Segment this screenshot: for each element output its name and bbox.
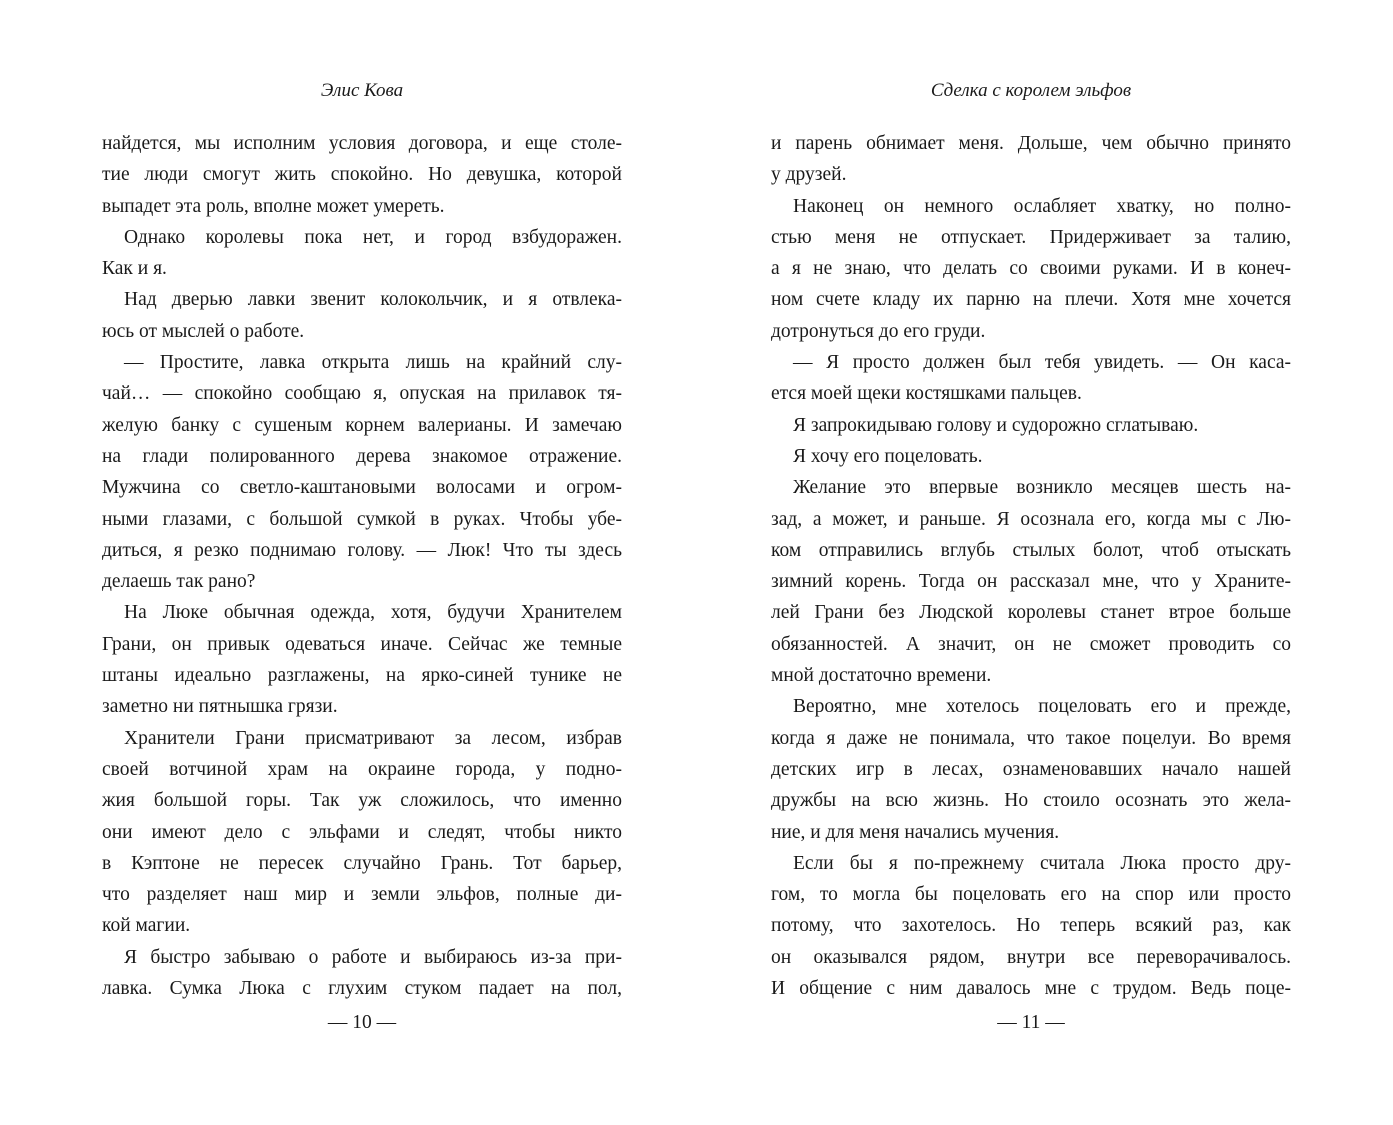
text-line: кой магии. (102, 915, 191, 937)
left-page-body-text (102, 128, 622, 1004)
text-line: Грани, он привык одеваться иначе. Сейчас же темные (102, 633, 622, 655)
text-line: тие люди смогут жить спокойно. Но девушка, которой (102, 164, 622, 186)
text-line: лавка. Сумка Люка с глухим стуком падает на пол, (102, 978, 622, 1000)
text-line: Мужчина со светло-каштановыми волосами и огром- (102, 477, 622, 499)
text-line: стью меня не отпускает. Придерживает за талию, (771, 226, 1291, 248)
text-line: ние, и для меня начались мучения. (771, 821, 1060, 843)
text-line: жия большой горы. Так уж сложилось, что именно (102, 790, 622, 812)
page-number-right: — 11 — (997, 1012, 1065, 1033)
text-line: Как и я. (102, 258, 167, 280)
text-line: лей Грани без Людской королевы станет втрое больше (771, 602, 1291, 624)
text-line: найдется, мы исполним условия договора, и еще столе- (102, 133, 622, 154)
text-line: ном счете кладу их парню на плечи. Хотя мне хочется (771, 289, 1291, 311)
text-line: детских игр в лесах, ознаменовавших начало нашей (771, 758, 1291, 780)
text-line: желую банку с сушеным корнем валерианы. И замечаю (102, 414, 622, 436)
text-line: обязанностей. А значит, он не сможет проводить со (771, 633, 1291, 655)
text-line: юсь от мыслей о работе. (102, 320, 305, 342)
text-line: И общение с ним давалось мне с трудом. Ведь поце- (771, 978, 1291, 1000)
left-page (102, 0, 622, 1125)
text-line: Над дверью лавки звенит колокольчик, и я отвлека- (124, 289, 622, 311)
text-line: Вероятно, мне хотелось поцеловать его и прежде, (793, 696, 1291, 718)
text-line: когда я даже не понимала, что такое поцелуи. Во время (771, 727, 1291, 749)
text-line: Я запрокидываю голову и судорожно сглатываю. (793, 414, 1199, 436)
text-line: дотронуться до его груди. (771, 320, 986, 342)
text-line: чай… — спокойно сообщаю я, опуская на прилавок тя- (102, 383, 622, 405)
text-line: зимний корень. Тогда он рассказал мне, что у Храните- (771, 571, 1291, 593)
text-line: диться, я резко поднимаю голову. — Люк! Что ты здесь (102, 539, 622, 561)
text-line: — Я просто должен был тебя увидеть. — Он каса- (793, 352, 1291, 374)
text-line: Если бы я по-прежнему считала Люка просто дру- (793, 852, 1291, 874)
right-page-body-text (771, 128, 1291, 1004)
text-line: ется моей щеки костяшками пальцев. (771, 383, 1082, 405)
text-line: гом, то могла бы поцеловать его на спор или просто (771, 884, 1291, 906)
text-line: своей вотчиной храм на окраине города, у подно- (102, 758, 622, 780)
text-line: они имеют дело с эльфами и следят, чтобы никто (102, 821, 622, 843)
right-page (771, 0, 1291, 1125)
text-line: он оказывался рядом, внутри все переворачивалось. (771, 946, 1291, 968)
text-line: ком отправились вглубь стылых болот, чтоб отыскать (771, 539, 1291, 561)
text-line: дружбы на всю жизнь. Но стоило осознать это жела- (771, 790, 1291, 812)
text-line: На Люке обычная одежда, хотя, будучи Хранителем (124, 602, 622, 624)
text-line: зад, а может, и раньше. Я осознала его, когда мы с Лю- (771, 508, 1291, 530)
text-line: — Простите, лавка открыта лишь на крайний слу- (124, 352, 622, 374)
text-line: Желание это впервые возникло месяцев шесть на- (793, 477, 1291, 499)
text-line: Я быстро забываю о работе и выбираюсь из-за при- (124, 946, 622, 968)
text-line: потому, что захотелось. Но теперь всякий раз, как (771, 915, 1291, 937)
running-head-author: Элис Кова (320, 80, 404, 101)
page-number-left: — 10 — (327, 1012, 397, 1033)
text-line: и парень обнимает меня. Дольше, чем обычно принято (771, 133, 1291, 154)
text-line: а я не знаю, что делать со своими руками. И в конеч- (771, 258, 1291, 280)
text-line: мной достаточно времени. (771, 665, 992, 687)
text-line: заметно ни пятнышка грязи. (102, 696, 338, 718)
text-line: штаны идеально разглажены, на ярко-синей тунике не (102, 665, 622, 687)
text-line: у друзей. (771, 164, 847, 186)
text-line: Я хочу его поцеловать. (793, 445, 983, 467)
text-line: Наконец он немного ослабляет хватку, но полно- (793, 195, 1291, 217)
text-line: Хранители Грани присматривают за лесом, избрав (124, 727, 622, 749)
text-line: выпадет эта роль, вполне может умереть. (102, 195, 445, 217)
text-line: в Кэптоне не пересек случайно Грань. Тот барьер, (102, 852, 622, 874)
text-line: ными глазами, с большой сумкой в руках. Чтобы убе- (102, 508, 622, 530)
running-head-title: Сделка с королем эльфов (930, 80, 1132, 101)
text-line: что разделяет наш мир и земли эльфов, полные ди- (102, 884, 622, 906)
text-line: делаешь так рано? (102, 571, 256, 593)
text-line: на глади полированного дерева знакомое отражение. (102, 445, 622, 467)
text-line: Однако королевы пока нет, и город взбудоражен. (124, 226, 622, 248)
